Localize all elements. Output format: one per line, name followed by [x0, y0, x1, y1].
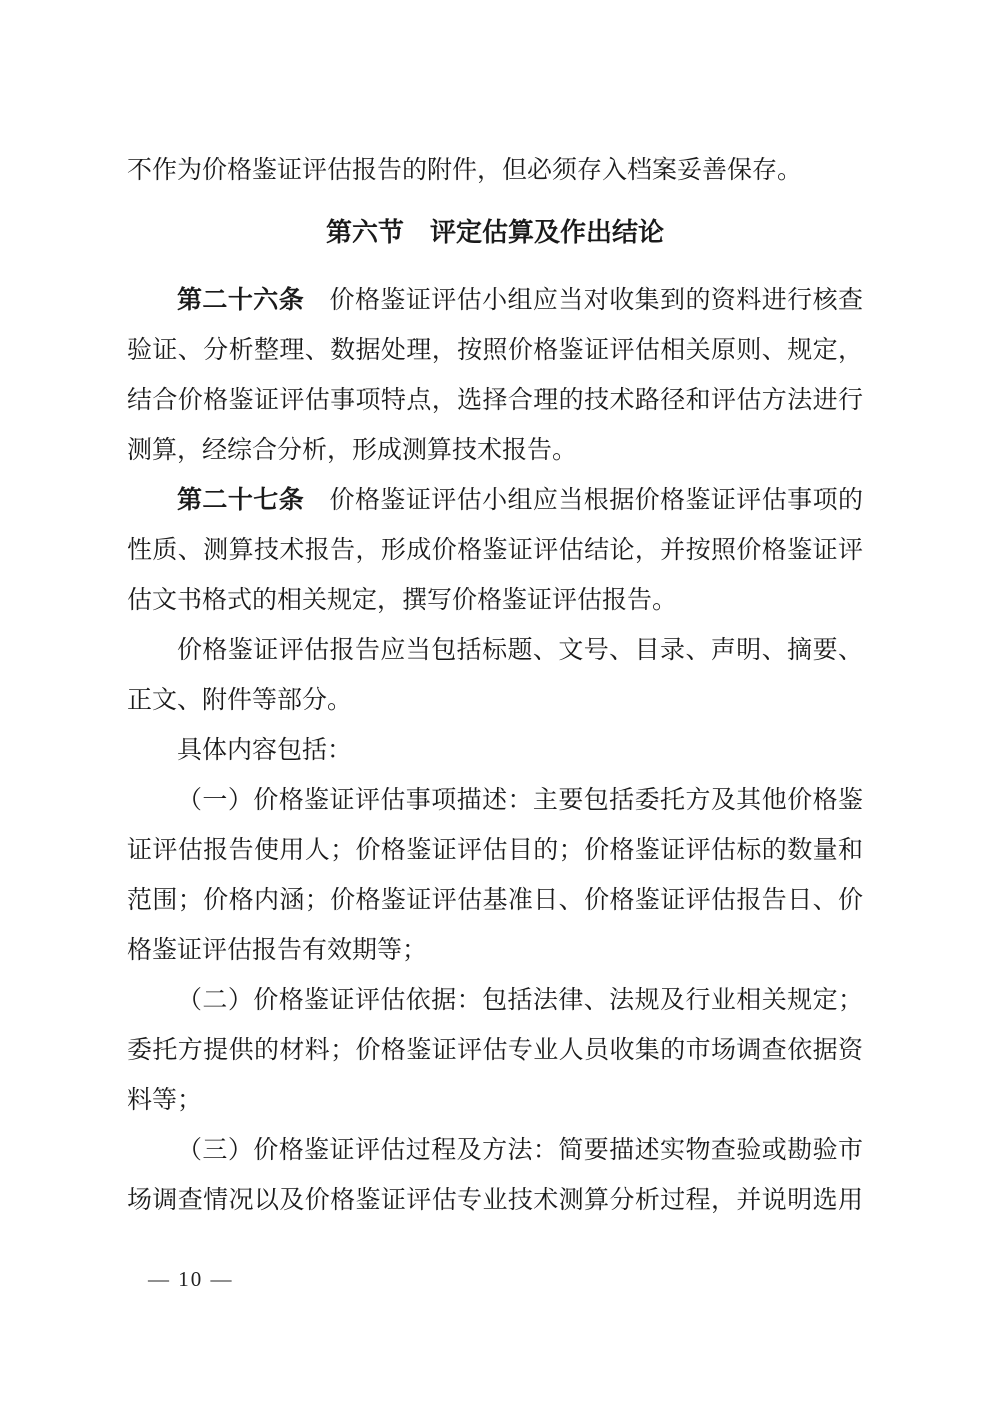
paragraph: [127, 976, 863, 1126]
text-line: （二）价格鉴证评估依据：包括法律、法规及行业相关规定；: [177, 987, 863, 1014]
page-number: — 10 —: [148, 1267, 234, 1291]
document-body: [127, 146, 863, 1226]
text-line: （一）价格鉴证评估事项描述：主要包括委托方及其他价格鉴: [177, 787, 863, 814]
paragraph: [127, 776, 863, 976]
article-number: 第二十六条: [177, 287, 305, 314]
text-line: 证评估报告使用人；价格鉴证评估目的；价格鉴证评估标的数量和: [127, 837, 863, 864]
text-line: 不作为价格鉴证评估报告的附件，但必须存入档案妥善保存。: [127, 157, 803, 184]
text-line: 价格鉴证评估报告应当包括标题、文号、目录、声明、摘要、: [177, 637, 863, 664]
text-line: 测算，经综合分析，形成测算技术报告。: [127, 437, 578, 464]
text-line: 性质、测算技术报告，形成价格鉴证评估结论，并按照价格鉴证评: [127, 537, 863, 564]
text-line: 料等；: [127, 1087, 203, 1114]
text-line: 验证、分析整理、数据处理，按照价格鉴证评估相关原则、规定，: [127, 337, 863, 364]
text-line: 估文书格式的相关规定，撰写价格鉴证评估报告。: [127, 587, 678, 614]
paragraph: [127, 476, 863, 626]
text-line: 具体内容包括：: [177, 737, 353, 764]
text-line: 委托方提供的材料；价格鉴证评估专业人员收集的市场调查依据资: [127, 1037, 863, 1064]
text-line: 结合价格鉴证评估事项特点，选择合理的技术路径和评估方法进行: [127, 387, 863, 414]
text-line: 第二十七条 价格鉴证评估小组应当根据价格鉴证评估事项的: [177, 487, 863, 514]
text-line: 第二十六条 价格鉴证评估小组应当对收集到的资料进行核查: [177, 287, 863, 314]
paragraph: [127, 1126, 863, 1226]
text-line: （三）价格鉴证评估过程及方法：简要描述实物查验或勘验市: [177, 1137, 863, 1164]
paragraph: [127, 276, 863, 476]
paragraph: [127, 626, 863, 726]
article-number: 第二十七条: [177, 487, 305, 514]
paragraph: [127, 726, 863, 776]
section-heading: [127, 208, 863, 258]
text-line: 场调查情况以及价格鉴证评估专业技术测算分析过程，并说明选用: [127, 1187, 863, 1214]
paragraph: [127, 146, 863, 196]
text-line: 正文、附件等部分。: [127, 687, 353, 714]
text-line: 范围；价格内涵；价格鉴证评估基准日、价格鉴证评估报告日、价: [127, 887, 863, 914]
section-heading-text: 第六节 评定估算及作出结论: [325, 218, 664, 247]
text-line: 格鉴证评估报告有效期等；: [127, 937, 428, 964]
